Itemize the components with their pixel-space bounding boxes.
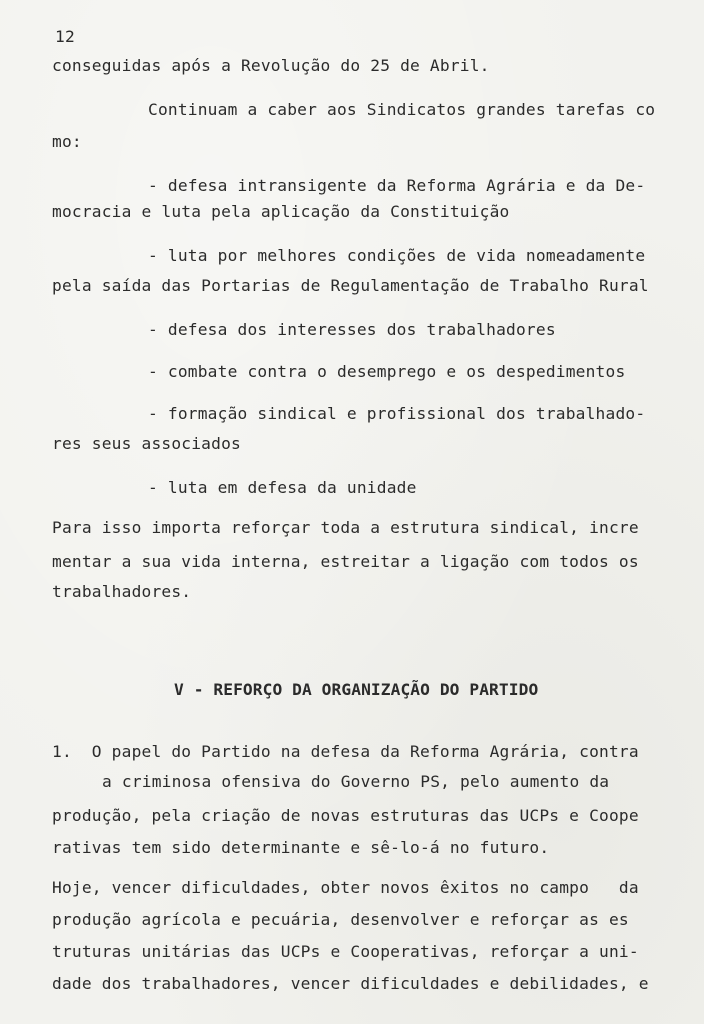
list-item: - luta em defesa da unidade: [148, 478, 417, 497]
text-line: pela saída das Portarias de Regulamentação de Trabalho Rural: [52, 276, 649, 295]
text-line: trabalhadores.: [52, 582, 192, 601]
text-line: res seus associados: [52, 434, 241, 453]
text-line: mentar a sua vida interna, estreitar a ligação com todos os: [52, 552, 639, 571]
text-line: Hoje, vencer dificuldades, obter novos êxitos no campo da: [52, 878, 639, 897]
text-line: truturas unitárias das UCPs e Cooperativas, reforçar a uni-: [52, 942, 639, 961]
text-line: dade dos trabalhadores, vencer dificuldades e debilidades, e: [52, 974, 649, 993]
list-item: - luta por melhores condições de vida nomeadamente: [148, 246, 646, 265]
text-line: mo:: [52, 132, 82, 151]
text-line: Continuam a caber aos Sindicatos grandes tarefas co: [148, 100, 656, 119]
text-line: Para isso importa reforçar toda a estrutura sindical, incre: [52, 518, 639, 537]
list-item: - defesa dos interesses dos trabalhadores: [148, 320, 556, 339]
text-line: rativas tem sido determinante e sê-lo-á no futuro.: [52, 838, 550, 857]
text-line: produção agrícola e pecuária, desenvolver e reforçar as es: [52, 910, 629, 929]
text-line: a criminosa ofensiva do Governo PS, pelo aumento da: [102, 772, 610, 791]
list-item: - defesa intransigente da Reforma Agrária e da De-: [148, 176, 646, 195]
page-number: 12: [55, 27, 75, 46]
text-line: conseguidas após a Revolução do 25 de Abril.: [52, 56, 490, 75]
text-line: produção, pela criação de novas estruturas das UCPs e Coope: [52, 806, 639, 825]
text-line: mocracia e luta pela aplicação da Constituição: [52, 202, 510, 221]
section-title: V - REFORÇO DA ORGANIZAÇÃO DO PARTIDO: [174, 680, 539, 699]
list-item: - combate contra o desemprego e os despedimentos: [148, 362, 626, 381]
numbered-paragraph: 1. O papel do Partido na defesa da Reforma Agrária, contra: [52, 742, 639, 761]
list-item: - formação sindical e profissional dos trabalhado-: [148, 404, 646, 423]
